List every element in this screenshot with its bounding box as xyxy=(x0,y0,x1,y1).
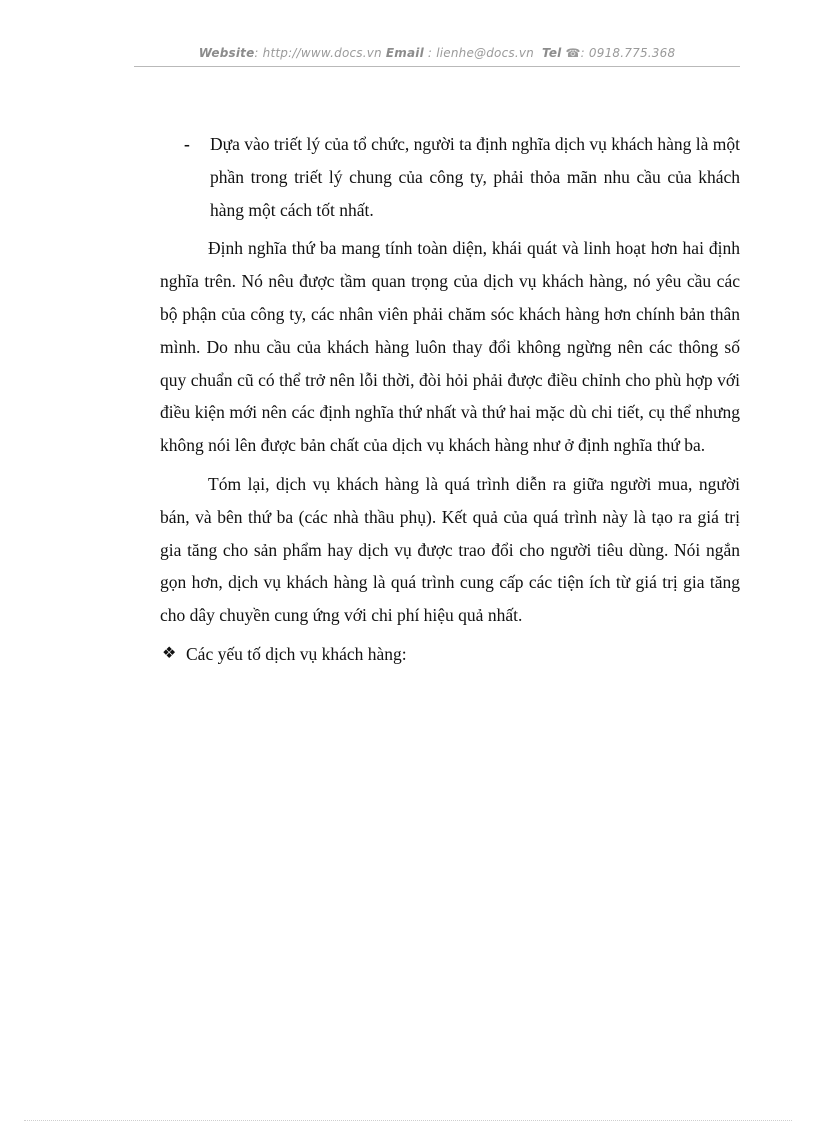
section-heading xyxy=(160,638,740,671)
page-header xyxy=(134,46,740,60)
phone-icon: ☎ xyxy=(565,46,581,60)
diamond-bullet-icon: ❖ xyxy=(162,644,177,662)
email-value: : lienhe@docs.vn xyxy=(423,46,534,60)
document-body xyxy=(160,128,740,671)
tel-label: Tel xyxy=(542,46,562,60)
tel-value: : 0918.775.368 xyxy=(580,46,676,60)
bullet-item xyxy=(160,128,740,226)
section-heading-text: Các yếu tố dịch vụ khách hàng: xyxy=(186,643,407,664)
paragraph-third-definition: Định nghĩa thứ ba mang tính toàn diện, khái quát và linh hoạt hơn hai định nghĩa trên. Nó nêu được tầm quan trọng của dịch vụ khách hàng, nó yêu cầu các bộ phận của công ty, các nhân viên phải chăm sóc khách hàng hơn chính bản thân mình. Do nhu cầu của khách hàng luôn thay đổi không ngừng nên các thông số quy chuẩn cũ có thể trở nên lỗi thời, đòi hỏi phải được điều chỉnh cho phù hợp với điều kiện mới nên các định nghĩa thứ nhất và thứ hai mặc dù chi tiết, cụ thể nhưng không nói lên được bản chất của dịch vụ khách hàng như ở định nghĩa thứ ba. xyxy=(160,238,740,456)
dash-bullet: - xyxy=(184,134,190,154)
email-label: Email xyxy=(385,46,424,60)
header-divider xyxy=(134,66,740,67)
website-label: Website xyxy=(198,46,255,60)
website-value: : http://www.docs.vn xyxy=(254,46,382,60)
footer-divider xyxy=(24,1120,792,1121)
bullet-text: Dựa vào triết lý của tổ chức, người ta định nghĩa dịch vụ khách hàng là một phần trong triết lý chung của công ty, phải thỏa mãn nhu cầu của khách hàng một cách tốt nhất. xyxy=(210,134,740,220)
paragraph-summary: Tóm lại, dịch vụ khách hàng là quá trình diễn ra giữa người mua, người bán, và bên thứ ba (các nhà thầu phụ). Kết quả của quá trình này là tạo ra giá trị gia tăng cho sản phẩm hay dịch vụ được trao đổi cho người tiêu dùng. Nói ngắn gọn hơn, dịch vụ khách hàng là quá trình cung cấp các tiện ích từ giá trị gia tăng cho dây chuyền cung ứng với chi phí hiệu quả nhất. xyxy=(160,473,740,626)
